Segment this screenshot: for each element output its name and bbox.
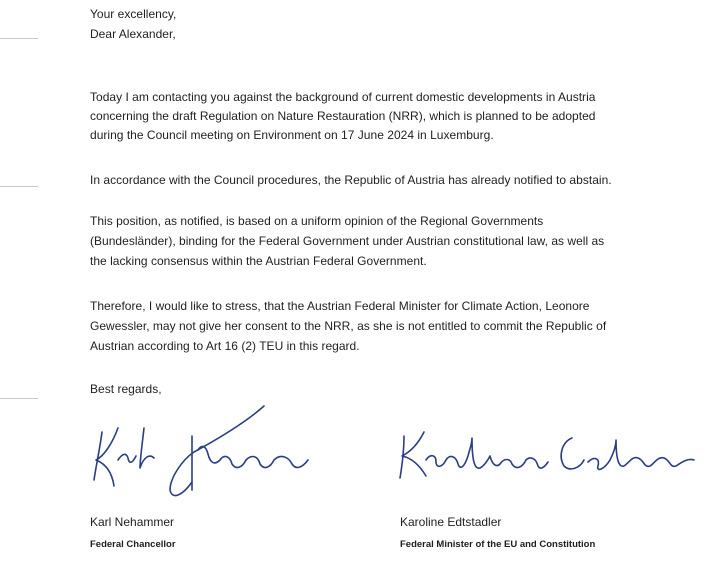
margin-mark <box>0 398 38 399</box>
paragraph-line: concerning the draft Regulation on Nature Restauration (NRR), which is planned to be adopted <box>90 109 596 123</box>
paragraph-line: Austrian according to Art 16 (2) TEU in this regard. <box>90 339 360 353</box>
signatory-title: Federal Chancellor <box>90 539 176 550</box>
signature-karoline-edtstadler <box>392 416 702 488</box>
paragraph-line: the lacking consensus within the Austrian Federal Government. <box>90 254 427 268</box>
paragraph-line: Today I am contacting you against the background of current domestic developments in Austria <box>90 90 596 104</box>
signatory-name: Karoline Edtstadler <box>400 515 502 529</box>
paragraph-line: during the Council meeting on Environment on 17 June 2024 in Luxemburg. <box>90 128 494 142</box>
paragraph-line: Therefore, I would like to stress, that the Austrian Federal Minister for Climate Action, Leonore <box>90 299 590 313</box>
paragraph-line: (Bundesländer), binding for the Federal Government under Austrian constitutional law, as well as <box>90 234 605 248</box>
paragraph-line: In accordance with the Council procedures, the Republic of Austria has already notified to abstain. <box>90 173 612 187</box>
salutation-line: Your excellency, <box>90 7 177 21</box>
margin-mark <box>0 38 38 39</box>
signature-karl-nehammer <box>88 398 318 506</box>
signatory-title: Federal Minister of the EU and Constitution <box>400 539 596 550</box>
margin-mark <box>0 186 38 187</box>
closing: Best regards, <box>90 382 162 396</box>
signatory-name: Karl Nehammer <box>90 515 175 529</box>
paragraph-line: Gewessler, may not give her consent to the NRR, as she is not entitled to commit the Republic of <box>90 319 607 333</box>
salutation-line: Dear Alexander, <box>90 27 176 41</box>
paragraph-line: This position, as notified, is based on a uniform opinion of the Regional Governments <box>90 214 544 228</box>
